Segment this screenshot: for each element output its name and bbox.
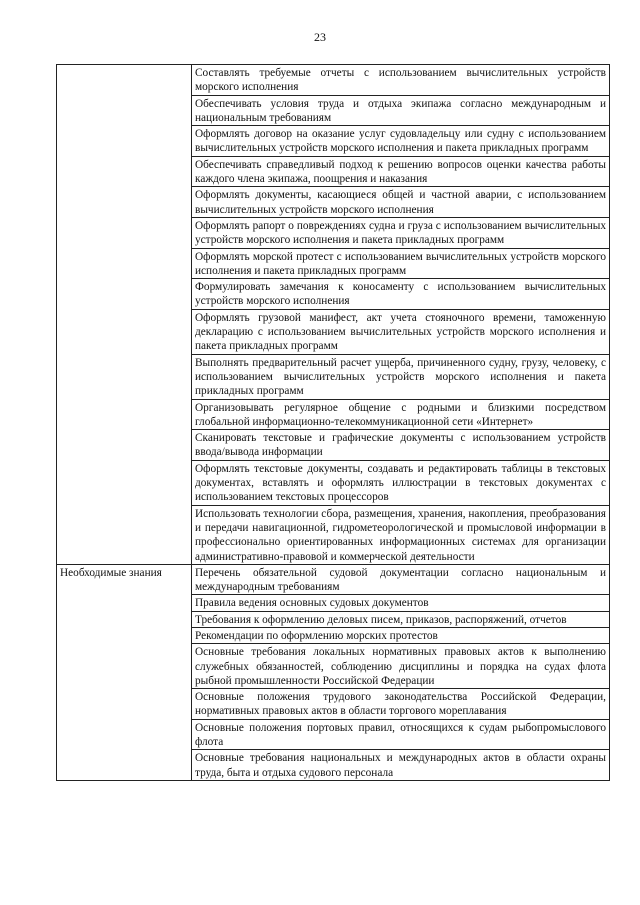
skills-item: Оформлять договор на оказание услуг судовладельцу или судну с использованием вычислительных устройств морского исполнения и пакета прикладных программ [192, 126, 610, 157]
skills-item: Формулировать замечания к коносаменту с использованием вычислительных устройств морского исполнения [192, 279, 610, 310]
page-number: 23 [314, 30, 326, 44]
skills-item: Выполнять предварительный расчет ущерба, причиненного судну, грузу, человеку, с использованием вычислительных устройств морского исполнения и пакета прикладных программ [192, 354, 610, 399]
skills-item: Обеспечивать условия труда и отдыха экипажа согласно международным и национальным требованиям [192, 95, 610, 126]
skills-item: Использовать технологии сбора, размещения, хранения, накопления, преобразования и передачи навигационной, гидрометеорологической и промысловой информации в профессионально ориентированных информационных системах для организации административно-правовой и коммерческой деятельности [192, 505, 610, 564]
skills-item: Оформлять документы, касающиеся общей и частной аварии, с использованием вычислительных устройств морского исполнения [192, 187, 610, 218]
knowledge-item: Правила ведения основных судовых документов [192, 595, 610, 611]
knowledge-item: Требования к оформлению деловых писем, приказов, распоряжений, отчетов [192, 611, 610, 627]
knowledge-item: Основные положения портовых правил, относящихся к судам рыбопромыслового флота [192, 719, 610, 750]
skills-item: Обеспечивать справедливый подход к решению вопросов оценки качества работы каждого члена экипажа, поощрения и наказания [192, 156, 610, 187]
skills-item: Сканировать текстовые и графические документы с использованием устройств ввода/вывода информации [192, 430, 610, 461]
requirements-table [56, 64, 610, 781]
knowledge-section-label: Необходимые знания [57, 564, 192, 780]
knowledge-item: Рекомендации по оформлению морских протестов [192, 627, 610, 643]
table-row [57, 65, 610, 96]
skills-section-label [57, 65, 192, 565]
knowledge-item: Основные требования национальных и международных актов в области охраны труда, быта и отдыха судового персонала [192, 750, 610, 781]
skills-item: Организовывать регулярное общение с родными и близкими посредством глобальной информационно-телекоммуникационной сети «Интернет» [192, 399, 610, 430]
knowledge-item: Перечень обязательной судовой документации согласно национальным и международным требованиям [192, 564, 610, 595]
table-row [57, 564, 610, 595]
requirements-table-body [57, 65, 610, 781]
knowledge-item: Основные требования локальных нормативных правовых актов к выполнению служебных обязанностей, соблюдению дисциплины и порядка на судах флота рыбной промышленности Российской Федерации [192, 644, 610, 689]
skills-item: Оформлять морской протест с использованием вычислительных устройств морского исполнения и пакета прикладных программ [192, 248, 610, 279]
skills-item: Составлять требуемые отчеты с использованием вычислительных устройств морского исполнения [192, 65, 610, 96]
knowledge-item: Основные положения трудового законодательства Российской Федерации, нормативных правовых актов в области торгового мореплавания [192, 689, 610, 720]
skills-item: Оформлять рапорт о повреждениях судна и груза с использованием вычислительных устройств морского исполнения и пакета прикладных программ [192, 217, 610, 248]
skills-item: Оформлять грузовой манифест, акт учета стояночного времени, таможенную декларацию с использованием вычислительных устройств морского исполнения и пакета прикладных программ [192, 309, 610, 354]
skills-item: Оформлять текстовые документы, создавать и редактировать таблицы в текстовых документах, вставлять и оформлять иллюстрации в текстовых документах с использованием текстовых процессоров [192, 460, 610, 505]
